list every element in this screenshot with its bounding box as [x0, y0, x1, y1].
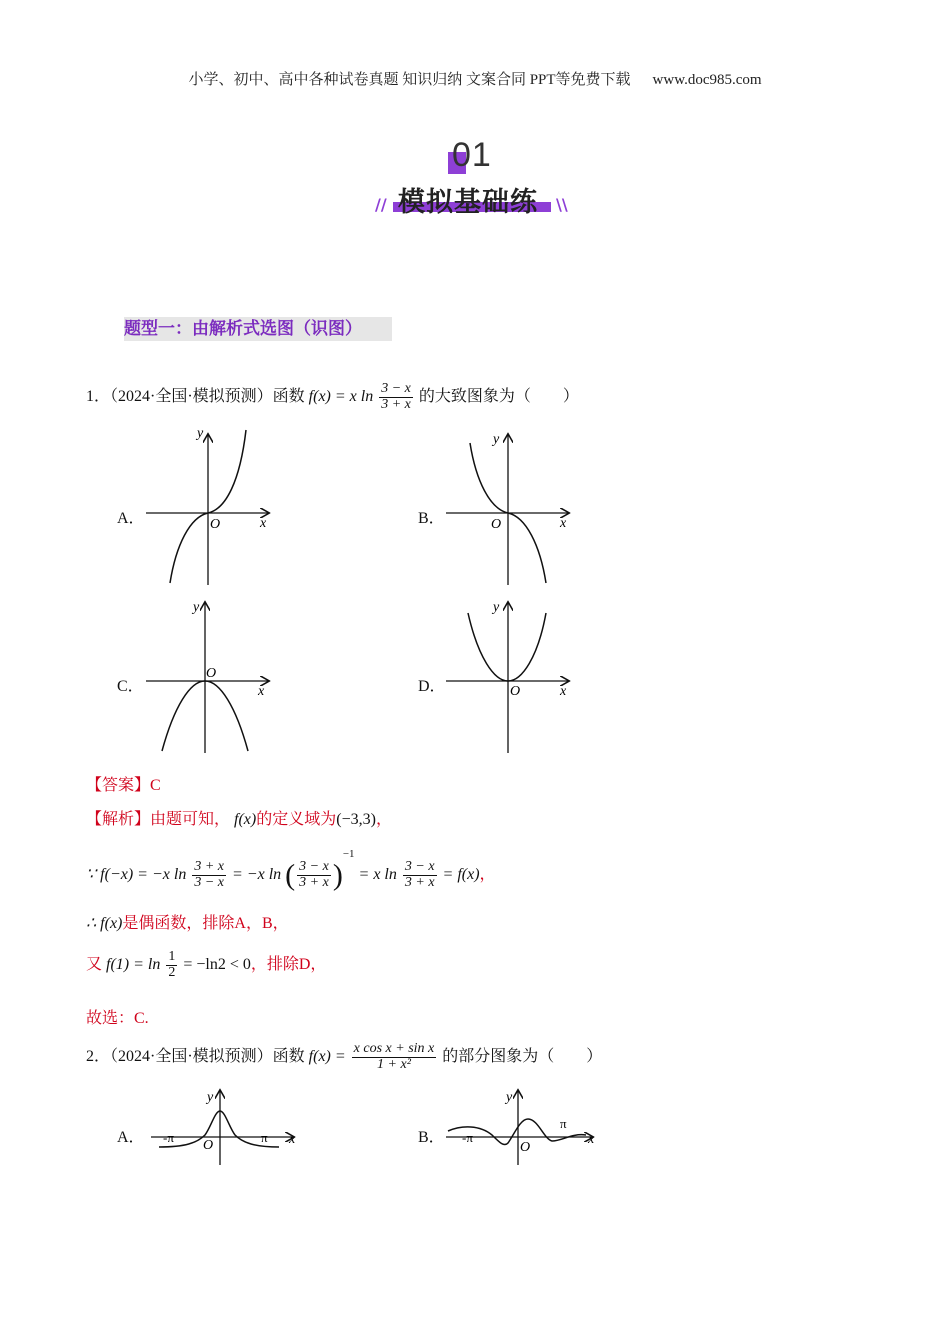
frac-num: 1	[168, 949, 176, 964]
q1-option-a-label: A．	[117, 510, 145, 527]
analysis-math: = f(x)	[442, 866, 480, 883]
fraction	[192, 860, 226, 890]
analysis-text: ，	[479, 866, 496, 883]
q2-suffix: 的部分图象为（ ）	[442, 1047, 603, 1065]
answer-value: C	[150, 777, 161, 794]
banner-right-deco: \\	[556, 195, 568, 214]
analysis-math: f(1) = ln	[106, 955, 161, 973]
analysis-label: 【解析】	[86, 811, 151, 828]
tick-pi: π	[560, 1116, 567, 1131]
q2-option-a-label: A．	[117, 1129, 145, 1146]
analysis-text: 是偶函数，排除A，B，	[122, 915, 289, 932]
x-axis-label: x	[560, 684, 567, 699]
q1-prefix: 1．（2024·全国·模拟预测）函数	[86, 387, 305, 405]
q2-frac-num: x cos x + sin x	[353, 1041, 435, 1056]
question-2	[86, 1042, 602, 1072]
q1-option-b-label: B．	[418, 510, 445, 527]
analysis-line-1	[86, 806, 392, 829]
q2-option-b-label: B．	[418, 1129, 445, 1146]
analysis-math: (−3,3)	[336, 811, 376, 828]
x-axis-label: x	[260, 516, 267, 531]
q1-suffix: 的大致图象为（ ）	[418, 387, 579, 405]
frac-den: 2	[168, 964, 176, 980]
analysis-text: ，排除D，	[250, 955, 327, 973]
frac-num: 3 − x	[404, 859, 435, 875]
banner-left-deco: //	[375, 195, 387, 214]
q2-graph-b	[440, 1085, 600, 1170]
analysis-line-4	[86, 950, 326, 980]
origin-label: O	[206, 666, 217, 681]
paren-close: )	[332, 858, 343, 892]
q1-graph-d	[440, 595, 580, 760]
analysis-math: ∴ f(x)	[86, 915, 123, 932]
q2-fraction	[352, 1042, 437, 1072]
analysis-math: = −ln2 < 0	[183, 955, 251, 973]
section-heading	[124, 317, 392, 341]
y-axis-label: y	[506, 1090, 513, 1105]
q1-fraction	[379, 382, 413, 412]
analysis-math: = −x ln	[232, 866, 282, 883]
tick-pi: π	[261, 1130, 268, 1145]
frac-num: 3 + x	[194, 859, 224, 875]
x-axis-label: x	[560, 516, 567, 531]
q2-frac-den: 1 + x²	[377, 1056, 411, 1072]
origin-label: O	[203, 1138, 214, 1153]
x-axis-label: x	[289, 1132, 296, 1147]
fraction	[297, 860, 331, 890]
y-axis-label: y	[207, 1090, 214, 1105]
banner-title: 模拟基础练	[398, 187, 538, 218]
q1-frac-num: 3 − x	[381, 381, 411, 396]
tick-neg-pi: -π	[163, 1130, 174, 1145]
y-axis-label: y	[197, 426, 204, 441]
y-axis-label: y	[193, 600, 200, 615]
question-1	[86, 382, 579, 412]
frac-num: 3 − x	[299, 859, 329, 875]
origin-label: O	[491, 517, 502, 532]
section-title: 题型一：由解析式选图（识图）	[124, 319, 362, 339]
analysis-line-2	[86, 848, 496, 892]
analysis-text: 由题可知，	[150, 811, 231, 828]
answer-label: 【答案】	[86, 777, 151, 794]
origin-label: O	[510, 684, 521, 699]
analysis-line-5: 故选：C.	[86, 1010, 149, 1027]
q2-prefix: 2．（2024·全国·模拟预测）函数	[86, 1047, 305, 1065]
y-axis-label: y	[493, 600, 500, 615]
analysis-text: 又	[86, 955, 103, 973]
paren-open: (	[285, 858, 296, 892]
exponent: −1	[342, 848, 355, 860]
analysis-math: = x ln	[358, 866, 397, 883]
x-axis-label: x	[588, 1132, 595, 1147]
frac-den: 3 + x	[299, 874, 329, 890]
q1-option-c-label: C．	[117, 678, 144, 695]
header-site: www.doc985.com	[652, 72, 762, 88]
q1-frac-den: 3 + x	[381, 396, 411, 412]
fraction	[403, 860, 437, 890]
q1-func-lhs: f(x) = x ln	[308, 387, 374, 405]
q2-func-lhs: f(x) =	[308, 1047, 346, 1065]
q1-option-d-label: D．	[418, 678, 446, 695]
header-text: 小学、初中、高中各种试卷真题 知识归纳 文案合同 PPT等免费下载	[188, 72, 631, 88]
curve	[468, 613, 546, 681]
q1-graph-c	[140, 595, 280, 760]
x-axis-label: x	[258, 684, 265, 699]
frac-den: 3 − x	[194, 874, 224, 890]
analysis-line-3	[86, 910, 289, 933]
origin-label: O	[210, 517, 221, 532]
banner-number: 01	[452, 136, 492, 174]
analysis-math: f(x)	[234, 811, 257, 828]
page-header	[0, 68, 950, 89]
tick-neg-pi: -π	[462, 1130, 473, 1145]
q1-graph-a	[140, 425, 280, 590]
q2-graph-a	[145, 1085, 305, 1170]
analysis-math: ∵ f(−x) = −x ln	[86, 866, 187, 883]
frac-den: 3 + x	[404, 874, 435, 890]
fraction	[166, 950, 177, 980]
q1-graph-b	[440, 425, 580, 590]
y-axis-label: y	[493, 432, 500, 447]
answer-line	[86, 772, 161, 795]
origin-label: O	[520, 1140, 531, 1155]
analysis-text: ，	[375, 811, 392, 828]
analysis-text: 的定义域为	[256, 811, 337, 828]
